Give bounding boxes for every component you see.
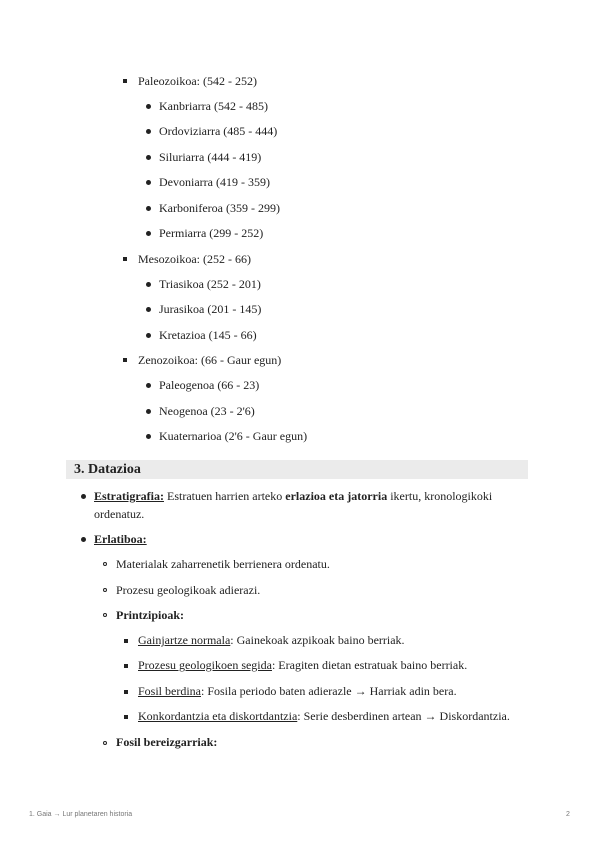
period-item: Permiarra (299 - 252): [159, 226, 264, 240]
disc-bullet-icon: [146, 333, 151, 338]
principle-item: [138, 684, 457, 699]
period-item: Triasikoa (252 - 201): [159, 277, 261, 291]
period-item: Paleogenoa (66 - 23): [159, 378, 260, 392]
principles-label: Printzipioak:: [116, 608, 184, 622]
principle-desc: : Fosila periodo baten adierazle → Harriak adin bera.: [201, 684, 457, 698]
square-bullet-icon: [123, 79, 127, 83]
disc-bullet-icon: [146, 282, 151, 287]
square-bullet-icon: [123, 257, 127, 261]
square-bullet-icon: [124, 715, 128, 719]
square-bullet-icon: [124, 639, 128, 643]
principle-item: [138, 658, 467, 673]
era-item: Paleozoikoa: (542 - 252): [138, 74, 257, 88]
disc-bullet-icon: [81, 537, 86, 542]
disc-bullet-icon: [146, 409, 151, 414]
principle-desc: : Gainekoak azpikoak baino berriak.: [230, 633, 405, 647]
era-item: Zenozoikoa: (66 - Gaur egun): [138, 353, 282, 367]
stratigraphy-bold: erlazioa eta jatorria: [285, 489, 388, 503]
period-item: Devoniarra (419 - 359): [159, 175, 270, 189]
period-item: Kretazioa (145 - 66): [159, 328, 257, 342]
principle-name: Gainjartze normala: [138, 633, 231, 647]
square-bullet-icon: [124, 690, 128, 694]
circle-bullet-icon: [103, 741, 107, 745]
disc-bullet-icon: [146, 231, 151, 236]
period-item: Kanbriarra (542 - 485): [159, 99, 268, 113]
principle-name: Fosil berdina: [138, 684, 201, 698]
stratigraphy-term: Estratigrafia:: [94, 489, 164, 503]
square-bullet-icon: [124, 664, 128, 668]
disc-bullet-icon: [146, 155, 151, 160]
principle-item: [138, 633, 405, 648]
era-item: Mesozoikoa: (252 - 66): [138, 252, 251, 266]
principle-name: Prozesu geologikoen segida: [138, 658, 272, 672]
period-item: Jurasikoa (201 - 145): [159, 302, 262, 316]
principle-desc: : Eragiten dietan estratuak baino berriak.: [271, 658, 468, 672]
disc-bullet-icon: [81, 494, 86, 499]
disc-bullet-icon: [146, 307, 151, 312]
section-heading: 3. Datazioa: [74, 462, 141, 477]
circle-bullet-icon: [103, 613, 107, 617]
period-item: Ordoviziarra (485 - 444): [159, 124, 278, 138]
disc-bullet-icon: [146, 104, 151, 109]
disc-bullet-icon: [146, 129, 151, 134]
principle-item: [138, 709, 510, 724]
relative-item: Materialak zaharrenetik berrienera ordenatu.: [116, 557, 330, 571]
principle-desc: : Serie desberdinen artean → Diskordantzia.: [297, 709, 510, 723]
stratigraphy-text-c: ordenatuz.: [94, 507, 145, 521]
relative-item: Prozesu geologikoak adierazi.: [116, 583, 261, 597]
period-item: Kuaternarioa (2'6 - Gaur egun): [159, 429, 308, 443]
period-item: Neogenoa (23 - 2'6): [159, 404, 255, 418]
square-bullet-icon: [123, 358, 127, 362]
stratigraphy-text-a: Estratuen harrien arteko: [163, 489, 286, 503]
stratigraphy-definition: [94, 489, 492, 504]
disc-bullet-icon: [146, 206, 151, 211]
disc-bullet-icon: [146, 434, 151, 439]
circle-bullet-icon: [103, 588, 107, 592]
disc-bullet-icon: [146, 180, 151, 185]
fossils-label: Fosil bereizgarriak:: [116, 735, 218, 749]
period-item: Siluriarra (444 - 419): [159, 150, 262, 164]
page-number: 2: [566, 811, 570, 818]
footer-chapter-title: 1. Gaia → Lur planetaren historia: [29, 811, 133, 818]
period-item: Karboniferoa (359 - 299): [159, 201, 280, 215]
relative-dating-term: Erlatiboa:: [94, 532, 147, 546]
stratigraphy-text-b: ikertu, kronologikoki: [387, 489, 493, 503]
principle-name: Konkordantzia eta diskortdantzia: [138, 709, 298, 723]
circle-bullet-icon: [103, 562, 107, 566]
disc-bullet-icon: [146, 383, 151, 388]
